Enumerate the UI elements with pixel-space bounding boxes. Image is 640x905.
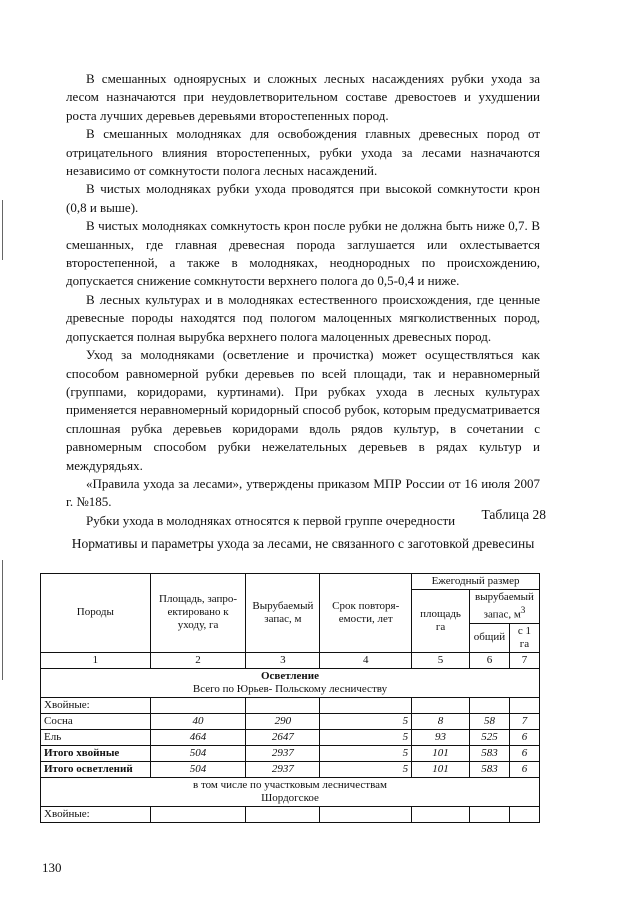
- header-total: общий: [469, 623, 509, 652]
- header-annual-stock-sup: 3: [520, 605, 526, 615]
- row-name: Итого осветлений: [41, 761, 151, 777]
- header-annual-stock-text: вырубаемый запас, м: [475, 591, 534, 621]
- cell-annual-area: 93: [412, 729, 470, 745]
- header-repeat-term: Срок повторя-емости, лет: [320, 574, 412, 653]
- cell-stock: 2937: [246, 745, 320, 761]
- row-name: Ель: [41, 729, 151, 745]
- cell-annual-area: 8: [412, 713, 470, 729]
- cell-area: 40: [150, 713, 246, 729]
- column-number: 6: [469, 652, 509, 668]
- column-number-row: [41, 652, 540, 668]
- table-row: [41, 713, 540, 729]
- cell-per-ha: 7: [509, 713, 539, 729]
- table-row: [41, 761, 540, 777]
- cell-term: 5: [320, 761, 412, 777]
- section-subtitle: Всего по Юрьев- Польскому лесничеству: [192, 682, 388, 695]
- header-annual-area: площадь га: [412, 590, 470, 653]
- subsection-cell: [41, 777, 540, 806]
- table-row: [41, 697, 540, 713]
- paragraph: В лесных культурах и в молодняках естественного происхождения, где ценные древесные породы находятся под пологом малоценных мягколиственных пород, допускается полная вырубка верхнего полога малоценных древесных пород.: [66, 291, 540, 344]
- table-row: [41, 729, 540, 745]
- cell-area: 464: [150, 729, 246, 745]
- paragraph: «Правила ухода за лесами», утверждены приказом МПР России от 16 июля 2007 г. №185.: [66, 475, 540, 510]
- column-number: 7: [509, 652, 539, 668]
- scan-margin-mark: [2, 560, 3, 680]
- table-number: Таблица 28: [481, 507, 546, 522]
- section-title: Осветление: [260, 669, 319, 682]
- cell-annual-area: 101: [412, 761, 470, 777]
- subsection-line: в том числе по участковым лесничествам: [193, 778, 387, 791]
- subsection-row: [41, 777, 540, 806]
- cell-total: 583: [469, 761, 509, 777]
- column-number: 1: [41, 652, 151, 668]
- cell-term: 5: [320, 713, 412, 729]
- paragraph: В чистых молодняках сомкнутость крон после рубки не должна быть ниже 0,7. В смешанных, где главная древесная порода заглушается или охлестывается второстепенной, а также в молодняках, неоднородных по происхождению, допускается снижение сомкнутости верхнего полога до 0,5-0,4 и ниже.: [66, 218, 540, 289]
- paragraph: В чистых молодняках рубки ухода проводятся при высокой сомкнутости крон (0,8 и выше).: [66, 181, 540, 215]
- cell-area: 504: [150, 761, 246, 777]
- cell-total: 525: [469, 729, 509, 745]
- header-annual-stock: [469, 590, 539, 624]
- page-number: 130: [42, 860, 62, 875]
- column-number: 5: [412, 652, 470, 668]
- table-caption: Нормативы и параметры ухода за лесами, не связанного с заготовкой древесины: [71, 536, 535, 551]
- cell-term: 5: [320, 729, 412, 745]
- cell-term: 5: [320, 745, 412, 761]
- header-annual: Ежегодный размер: [412, 574, 540, 590]
- row-name: Сосна: [41, 713, 151, 729]
- body-text: [66, 70, 540, 530]
- group-label: Хвойные:: [41, 697, 151, 713]
- section-row: [41, 668, 540, 697]
- paragraph: Рубки ухода в молодняках относятся к первой группе очередности: [86, 512, 456, 528]
- column-number: 3: [246, 652, 320, 668]
- row-name: Итого хвойные: [41, 745, 151, 761]
- paragraph: В смешанных одноярусных и сложных лесных насаждениях рубки ухода за лесом назначаются при неудовлетворительном составе древостоев и ухудшении роста лучших деревьев деревьями второстепенных пород.: [66, 71, 540, 123]
- subsection-line: Шордогское: [261, 791, 319, 804]
- scan-margin-mark: [2, 200, 3, 260]
- cell-per-ha: 6: [509, 745, 539, 761]
- cell-total: 583: [469, 745, 509, 761]
- paragraph: В смешанных молодняках для освобождения главных древесных пород от отрицательного влияния второстепенных, рубки ухода за лесами назначаются независимо от сомкнутости полога лесных насаждений.: [66, 126, 540, 179]
- table-row: [41, 806, 540, 822]
- cell-total: 58: [469, 713, 509, 729]
- cell-stock: 290: [246, 713, 320, 729]
- cell-annual-area: 101: [412, 745, 470, 761]
- table-row: [41, 745, 540, 761]
- cell-stock: 2647: [246, 729, 320, 745]
- header-per-ha: с 1 га: [509, 623, 539, 652]
- cell-stock: 2937: [246, 761, 320, 777]
- paragraph: Уход за молодняками (осветление и прочистка) может осуществляться как способом равномерной рубки деревьев по всей площади, так и неравномерный (группами, коридорами, куртинами). При рубках ухода в лесных культурах применяется неравномерный коридорный способ рубок, которым предусматривается сплошная рубка деревьев коридорами вдоль рядов культур, в сочетании с равномерным способом рубки нежелательных деревьев в рядах культур и междурядьях.: [66, 347, 540, 473]
- header-species: Породы: [41, 574, 151, 653]
- cell-per-ha: 6: [509, 729, 539, 745]
- column-number: 4: [320, 652, 412, 668]
- cell-area: 504: [150, 745, 246, 761]
- group-label: Хвойные:: [41, 806, 151, 822]
- column-number: 2: [150, 652, 246, 668]
- header-felled-stock: Вырубаемый запас, м: [246, 574, 320, 653]
- norms-table: [40, 573, 540, 823]
- section-cell: [41, 668, 540, 697]
- header-area: Площадь, запро-ектировано к уходу, га: [150, 574, 246, 653]
- cell-per-ha: 6: [509, 761, 539, 777]
